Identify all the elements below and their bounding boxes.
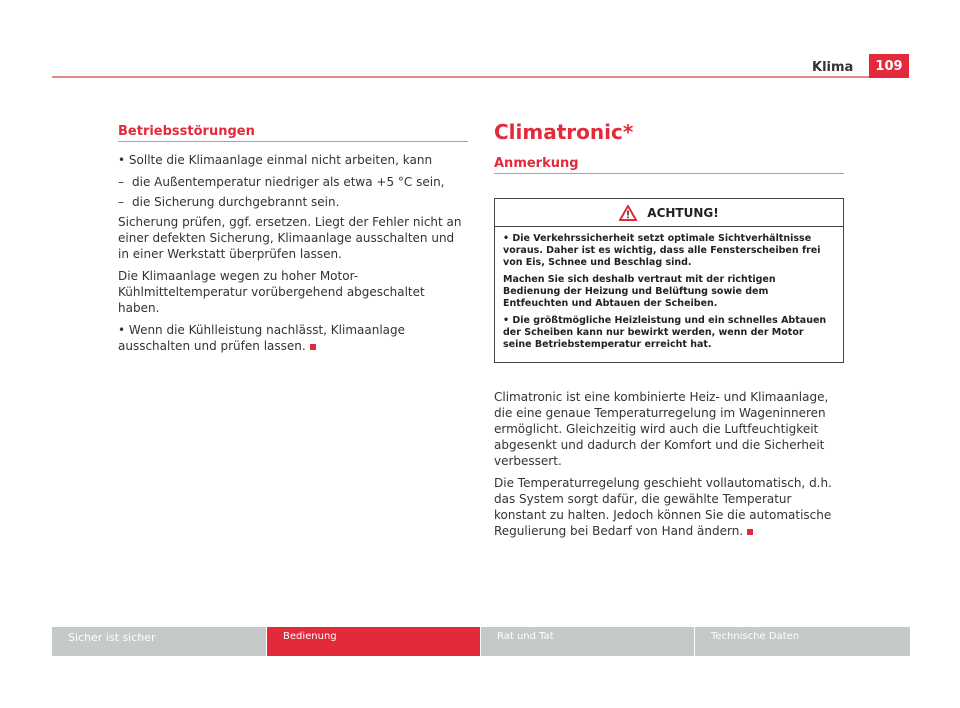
warning-triangle-icon xyxy=(619,205,637,221)
footer-tab-technische-daten[interactable]: Technische Daten xyxy=(695,627,910,656)
end-mark-icon xyxy=(310,344,316,350)
bullet-symbol: • xyxy=(118,323,126,337)
paragraph-temperaturregelung xyxy=(494,475,844,539)
warning-body xyxy=(495,227,843,362)
paragraph-climatronic-intro: Climatronic ist eine kombinierte Heiz- und Klimaanlage, die eine genaue Temperaturregelung im Wageninneren ermöglicht. Gleichzeitig wird auch die Luftfeuchtigkeit abgesenkt und dadurch der Komfort und die Sicherheit verbessert. xyxy=(494,390,829,468)
footer-tab-bedienung[interactable]: Bedienung xyxy=(267,627,481,656)
dash-symbol: – xyxy=(118,195,124,209)
paragraph-kuehlmittel: Die Klimaanlage wegen zu hoher Motor-Kühlmitteltemperatur vorübergehend abgeschaltet haben. xyxy=(118,269,425,315)
section-rule xyxy=(118,141,468,142)
section-rule xyxy=(494,173,844,174)
warning-title: ACHTUNG! xyxy=(647,206,719,220)
end-mark-icon xyxy=(747,529,753,535)
header-rule xyxy=(52,76,870,78)
footer-nav xyxy=(52,627,910,656)
warning-header xyxy=(495,199,843,227)
section-heading-betriebsstoerungen: Betriebsstörungen xyxy=(118,124,255,139)
warning-box xyxy=(494,198,844,363)
dash-item xyxy=(118,174,468,190)
paragraph-text: Die Temperaturregelung geschieht vollautomatisch, d.h. das System sorgt dafür, die gewählte Temperatur konstant zu halten. Jedoch können Sie die automatische Regulierung bei Bedarf von Hand ändern. xyxy=(494,476,832,538)
right-column xyxy=(494,120,844,545)
sub-heading-anmerkung: Anmerkung xyxy=(494,156,579,171)
warning-paragraph: Machen Sie sich deshalb vertraut mit der richtigen Bedienung der Heizung und Belüftung sowie dem Entfeuchten und Abtauen der Scheiben. xyxy=(503,274,776,309)
footer-tab-sicher-ist-sicher[interactable]: Sicher ist sicher xyxy=(52,627,267,656)
warning-paragraph: • Die größtmögliche Heizleistung und ein schnelles Abtauen der Scheiben kann nur bewirkt werden, wenn der Motor seine Betriebstemperatur erreicht hat. xyxy=(503,315,827,350)
page-title-climatronic: Climatronic* xyxy=(494,120,634,144)
page-number: 109 xyxy=(869,54,909,78)
chapter-title: Klima xyxy=(812,60,854,75)
footer-tab-rat-und-tat[interactable]: Rat und Tat xyxy=(481,627,695,656)
left-column xyxy=(118,124,468,360)
paragraph-sicherung: Sicherung prüfen, ggf. ersetzen. Liegt der Fehler nicht an einer defekten Sicherung, Klimaanlage ausschalten und in einer Werkstatt überprüfen lassen. xyxy=(118,215,462,261)
bullet-item xyxy=(118,152,468,168)
bullet-text: Sollte die Klimaanlage einmal nicht arbeiten, kann xyxy=(128,153,433,167)
bullet-item xyxy=(118,322,468,354)
dash-text: die Außentemperatur niedriger als etwa +5 °C sein, xyxy=(132,175,445,189)
bullet-symbol: • xyxy=(118,153,126,167)
dash-symbol: – xyxy=(118,175,124,189)
dash-item xyxy=(118,194,468,210)
dash-text: die Sicherung durchgebrannt sein. xyxy=(132,195,340,209)
bullet-text: Wenn die Kühlleistung nachlässt, Klimaanlage ausschalten und prüfen lassen. xyxy=(118,323,406,353)
warning-paragraph: • Die Verkehrssicherheit setzt optimale Sichtverhältnisse voraus. Daher ist es wichtig, dass alle Fensterscheiben frei von Eis, Schnee und Beschlag sind. xyxy=(503,233,821,268)
